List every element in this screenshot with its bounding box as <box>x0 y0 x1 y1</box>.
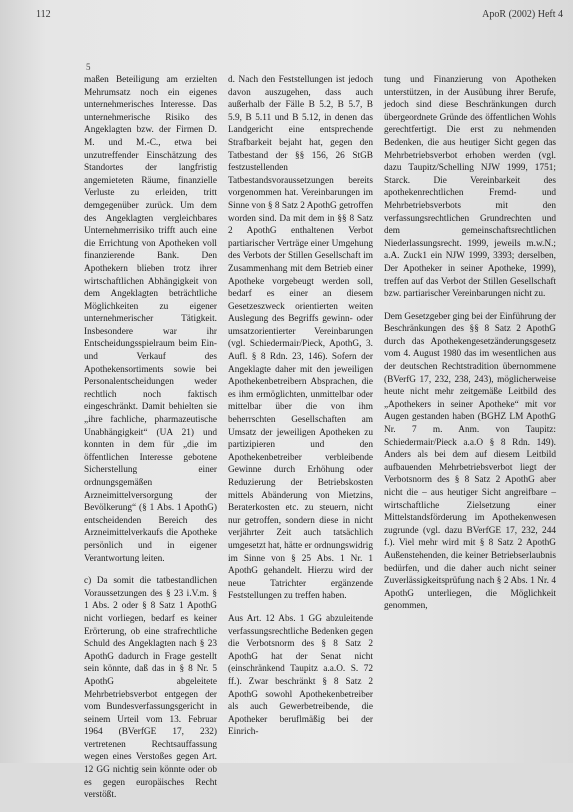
journal-title: ApoR (2002) Heft 4 <box>482 9 563 20</box>
paragraph: maßen Beteiligung am erzielten Mehrumsatz noch ein eigenes unternehmerisches Interesse. Das unternehmerische Risiko des Angeklagten bzw. der Firmen D. M. und M.-C., etwa bei unzutreffender Einschätzung des Standortes der langfristig angemieteten Räume, finanzielle Verluste zu erleiden, tritt demgegenüber zurück. Um dem des Angeklagten vergleichbares Unternehmerrisiko trifft auch eine die Errichtung von Apotheken voll finanzierende Bank. Den Apothekern blieben trotz ihrer wirtschaftlichen Abhängigkeit von dem Angeklagten beträchtliche Möglichkeiten zu eigener unternehmerischer Tätigkeit. Insbesondere war ihr Entscheidungsspielraum beim Ein- und Verkauf des Apothekensortiments sowie bei Personalentscheidungen weder rechtlich noch faktisch eingeschränkt. Damit behielten sie „ihre fachliche, pharmazeutische Unabhängigkeit“ (UA 21) und konnten in dem für „die im öffentlichen Interesse gebotene Sicherstellung einer ordnungsgemäßen Arzneimittelversorgung der Bevölkerung“ (§ 1 Abs. 1 ApothG) entscheidenden Bereich des Arzneimittelverkaufs die Apotheke persönlich und in eigener Verantwortung leiten. <box>84 75 217 564</box>
paragraph: d. Nach den Feststellungen ist jedoch davon auszugehen, dass auch außerhalb der Fälle B 5.2, B 5.7, B 5.9, B 5.11 und B 5.12, in denen das Landgericht eine entsprechende Strafbarkeit bejaht hat, gegen den Tatbestand der §§ 156, 26 StGB festzustellenden Tatbestandsvoraussetzungen bereits vorgenommen hat. Vereinbarungen im Sinne von § 8 Satz 2 ApothG getroffen worden sind. Da mit dem in §§ 8 Satz 2 ApothG enthaltenen Verbot partiarischer Verträge einer Umgehung des Verbots der Stillen Gesellschaft im Zusammenhang mit dem Betrieb einer Apotheke vorgebeugt werden soll, bedarf es einer an diesem Gesetzeszweck orientierten weiten Auslegung des Begriffs gewinn- oder umsatzorientierter Vereinbarungen (vgl. Schiedermair/Pieck, ApothG, 3. Aufl. § 8 Rdn. 23, 146). Sofern der Angeklagte daher mit den jeweiligen Apothekenbetreibern Absprachen, die es ihm ermöglichten, unmittelbar oder mittelbar über die von ihm beherrschten Gesellschaften am Umsatz der jeweiligen Apotheken zu partizipieren und den Apothekenbetreiber verbleibende Gewinne durch Erhöhung oder Reduzierung der Betriebskosten mittels Abänderung von Mietzins, Beraterkosten etc. zu steuern, nicht nur getroffen, sondern diese in nicht verjährter Zeit auch tatsächlich umgesetzt hat, hätte er ordnungswidrig im Sinne von § 25 Abs. 1 Nr. 1 ApothG gehandelt. Hierzu wird der neue Tatrichter ergänzende Feststellungen zu treffen haben. <box>228 75 373 602</box>
page-number: 112 <box>36 9 51 20</box>
paragraph: c) Da somit die tatbestandlichen Voraussetzungen des § 23 i.V.m. § 1 Abs. 2 oder § 8 Satz 1 ApothG nicht vorliegen, bedarf es keiner Erörterung, ob eine strafrechtliche Schuld des Angeklagten nach § 23 ApothG dadurch in Frage gestellt sein könnte, daß das in § 8 Nr. 5 ApothG abgeleitete Mehrbetriebsverbot entgegen der vom Bundesverfassungsgericht in seinem Urteil vom 13. Februar 1964 (BVerfGE 17, 232) vertretenen Rechtsauffassung wegen eines Verstoßes gegen Art. 12 GG nichtig sein könnte oder ob es gegen europäisches Recht verstößt. <box>84 576 217 801</box>
section-marker: 5 <box>86 62 91 72</box>
paragraph: Aus Art. 12 Abs. 1 GG abzuleitende verfassungsrechtliche Bedenken gegen die Verbotsnorm des § 8 Satz 2 ApothG hat der Senat nicht (einschränkend Taupitz a.a.O. S. 72 ff.). Zwar beschränkt § 8 Satz 2 ApothG sowohl Apothekenbetreiber als auch Gewerbetreibende, die Apotheker beruflmäßig bei der Einrich- <box>228 613 373 738</box>
column-left <box>84 74 217 812</box>
page-header <box>14 9 563 23</box>
paragraph: Dem Gesetzgeber ging bei der Einführung der Beschränkungen des §§ 8 Satz 2 ApothG durch das Apothekengesetzänderungsgesetz vom 4. August 1980 das im wesentlichen aus der deutschen Rechtstradition übernommene (BVerfG 17, 232, 238, 243), möglicherweise heute nicht mehr zeitgemäße Leitbild des „Apothekers in seiner Apotheke“ mit vor Augen gestanden haben (BGHZ LM ApothG Nr. 7 m. Anm. von Taupitz: Schiedermair/Pieck a.a.O § 8 Rdn. 149). Anders als bei dem auf diesem Leitbild aufbauenden Mehrbetriebsverbot liegt der Verbotsnorm des § 8 Satz 2 ApothG aber nicht die – aus heutiger Sicht angreifbare – wirtschaftliche Zielsetzung einer Mittelstandsförderung im Apothekenwesen zugrunde (vgl. dazu BVerfGE 17, 232, 244 f.). Viel mehr wird mit § 8 Satz 2 ApothG Außenstehenden, die keiner Betriebserlaubnis bedürfen, und die daher auch nicht seiner Zuverlässigkeitsprüfung nach § 2 Abs. 1 Nr. 4 ApothG unterliegen, die Möglichkeit genommen, <box>384 311 556 612</box>
paragraph: tung und Finanzierung von Apotheken unterstützen, in der Ausübung ihrer Berufe, jedoch sind diese Beschränkungen durch übergeordnete Gründe des öffentlichen Wohls gerechtfertigt. Die erst zu nehmenden Bedenken, die aus heutiger Sicht gegen das Mehrbetriebsverbot erhoben werden (vgl. dazu Taupitz/Schelling NJW 1999, 1751; Starck. Die Vereinbarkeit des apothekenrechtlichen Fremd- und Mehrbetriebsverbots mit den verfassungsrechtlichen Grundrechten und dem gemeinschaftsrechtlichen Niederlassungsrecht. 1999, jeweils m.w.N.; a.A. Zuck1 ein NJW 1999, 3393; derselben, Der Apotheker in seiner Apotheke, 1999), treffen auf das Verbot der Stillen Gesellschaft bzw. partiarischer Vereinbarungen nicht zu. <box>384 75 556 300</box>
column-right <box>384 74 556 623</box>
column-middle <box>228 74 373 749</box>
